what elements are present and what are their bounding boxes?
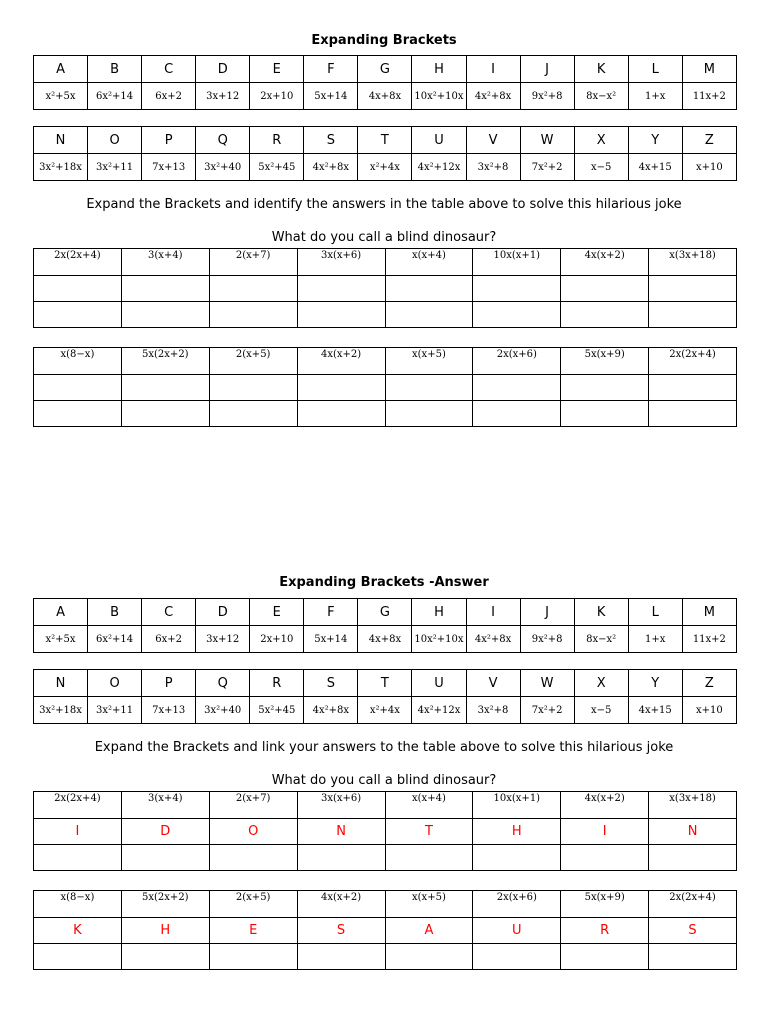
answer-input-cell[interactable]: [561, 375, 649, 401]
puzzle-expression-cell: x(x+5): [385, 891, 473, 918]
working-blank-cell[interactable]: [34, 401, 122, 427]
key-letter-cell: F: [304, 56, 358, 83]
answer-letter-key-table-1: [33, 598, 737, 653]
puzzle-table-2: [33, 347, 737, 427]
answer-input-cell[interactable]: [209, 375, 297, 401]
key-expression-cell: 4x²+8x: [466, 83, 520, 110]
key-letter-cell: X: [574, 670, 628, 697]
key-expression-cell: x²+4x: [358, 154, 412, 181]
key-expression-cell: 2x+10: [250, 83, 304, 110]
answer-letter-cell: N: [297, 819, 385, 845]
key-expression-cell: x−5: [574, 697, 628, 724]
key-expression-cell: 5x²+45: [250, 154, 304, 181]
answer-letter-cell: T: [385, 819, 473, 845]
key-expression-cell: 4x²+8x: [304, 697, 358, 724]
key-expression-cell: 6x+2: [142, 83, 196, 110]
key-expression-cell: 3x+12: [196, 83, 250, 110]
key-expression-cell: 7x+13: [142, 154, 196, 181]
key-expression-cell: 3x²+8: [466, 154, 520, 181]
key-expression-cell: 8x−x²: [574, 83, 628, 110]
puzzle-expression-cell: 10x(x+1): [473, 249, 561, 276]
working-blank-cell[interactable]: [561, 845, 649, 871]
key-expression-cell: 11x+2: [682, 626, 736, 653]
key-letter-cell: R: [250, 670, 304, 697]
answer-input-cell[interactable]: [649, 276, 737, 302]
key-letter-cell: U: [412, 670, 466, 697]
answer-question: What do you call a blind dinosaur?: [271, 773, 497, 788]
answer-letter-cell: S: [297, 918, 385, 944]
working-blank-cell[interactable]: [649, 401, 737, 427]
key-letter-cell: M: [682, 599, 736, 626]
working-blank-cell[interactable]: [121, 845, 209, 871]
key-letter-cell: O: [88, 127, 142, 154]
puzzle-table-1: [33, 248, 737, 328]
working-blank-cell[interactable]: [649, 944, 737, 970]
answer-input-cell[interactable]: [209, 276, 297, 302]
key-letter-cell: D: [196, 56, 250, 83]
working-blank-cell[interactable]: [561, 944, 649, 970]
key-letter-cell: I: [466, 599, 520, 626]
key-expression-cell: 4x+15: [628, 697, 682, 724]
key-letter-cell: S: [304, 127, 358, 154]
puzzle-expression-cell: 3x(x+6): [297, 792, 385, 819]
key-letter-cell: E: [250, 56, 304, 83]
working-blank-cell[interactable]: [209, 944, 297, 970]
worksheet-question: What do you call a blind dinosaur?: [271, 230, 497, 245]
key-expression-cell: 1+x: [628, 626, 682, 653]
puzzle-expression-cell: 2x(2x+4): [34, 249, 122, 276]
working-blank-cell[interactable]: [473, 401, 561, 427]
puzzle-expression-cell: 2(x+5): [209, 891, 297, 918]
key-letter-cell: F: [304, 599, 358, 626]
key-expression-cell: x²+5x: [34, 626, 88, 653]
key-letter-cell: Z: [682, 127, 736, 154]
answer-letter-cell: O: [209, 819, 297, 845]
puzzle-expression-cell: 4x(x+2): [561, 249, 649, 276]
puzzle-expression-cell: x(x+4): [385, 792, 473, 819]
key-letter-cell: B: [88, 599, 142, 626]
key-expression-cell: 4x+8x: [358, 626, 412, 653]
key-letter-cell: Q: [196, 670, 250, 697]
working-blank-cell[interactable]: [561, 302, 649, 328]
key-letter-cell: K: [574, 599, 628, 626]
key-expression-cell: 5x+14: [304, 626, 358, 653]
working-blank-cell[interactable]: [297, 401, 385, 427]
key-letter-cell: T: [358, 670, 412, 697]
key-expression-cell: 6x²+14: [88, 626, 142, 653]
key-letter-cell: Z: [682, 670, 736, 697]
key-expression-cell: 4x²+12x: [412, 697, 466, 724]
puzzle-expression-cell: 10x(x+1): [473, 792, 561, 819]
answer-puzzle-table-1: [33, 791, 737, 871]
answer-input-cell[interactable]: [297, 276, 385, 302]
working-blank-cell[interactable]: [209, 302, 297, 328]
key-letter-cell: Q: [196, 127, 250, 154]
worksheet-title: Expanding Brackets: [311, 33, 457, 48]
answer-input-cell[interactable]: [561, 276, 649, 302]
answer-letter-cell: E: [209, 918, 297, 944]
key-expression-cell: x−5: [574, 154, 628, 181]
key-expression-cell: 3x²+11: [88, 697, 142, 724]
key-expression-cell: 10x²+10x: [412, 626, 466, 653]
working-blank-cell[interactable]: [34, 944, 122, 970]
answer-letter-cell: I: [34, 819, 122, 845]
working-blank-cell[interactable]: [121, 944, 209, 970]
key-letter-cell: R: [250, 127, 304, 154]
answer-letter-cell: S: [649, 918, 737, 944]
puzzle-expression-cell: 2x(2x+4): [649, 348, 737, 375]
answer-letter-cell: H: [121, 918, 209, 944]
key-expression-cell: 3x²+40: [196, 154, 250, 181]
puzzle-expression-cell: 5x(2x+2): [121, 891, 209, 918]
working-blank-cell[interactable]: [649, 845, 737, 871]
key-expression-cell: 9x²+8: [520, 83, 574, 110]
key-letter-cell: G: [358, 56, 412, 83]
working-blank-cell[interactable]: [34, 302, 122, 328]
key-letter-cell: K: [574, 56, 628, 83]
puzzle-expression-cell: x(x+5): [385, 348, 473, 375]
puzzle-expression-cell: x(8−x): [34, 348, 122, 375]
key-letter-cell: E: [250, 599, 304, 626]
puzzle-expression-cell: 3x(x+6): [297, 249, 385, 276]
puzzle-expression-cell: 2x(2x+4): [649, 891, 737, 918]
working-blank-cell[interactable]: [385, 302, 473, 328]
key-letter-cell: V: [466, 670, 520, 697]
key-expression-cell: 3x+12: [196, 626, 250, 653]
answer-input-cell[interactable]: [121, 375, 209, 401]
key-letter-cell: A: [34, 56, 88, 83]
key-expression-cell: 8x−x²: [574, 626, 628, 653]
key-letter-cell: L: [628, 599, 682, 626]
key-letter-cell: U: [412, 127, 466, 154]
answer-letter-cell: U: [473, 918, 561, 944]
key-letter-cell: O: [88, 670, 142, 697]
answer-letter-cell: K: [34, 918, 122, 944]
puzzle-expression-cell: 2x(x+6): [473, 348, 561, 375]
working-blank-cell[interactable]: [473, 302, 561, 328]
working-blank-cell[interactable]: [34, 845, 122, 871]
answer-letter-cell: I: [561, 819, 649, 845]
key-expression-cell: x²+5x: [34, 83, 88, 110]
puzzle-expression-cell: x(3x+18): [649, 249, 737, 276]
answer-input-cell[interactable]: [34, 276, 122, 302]
working-blank-cell[interactable]: [385, 845, 473, 871]
key-expression-cell: 5x+14: [304, 83, 358, 110]
key-expression-cell: 3x²+18x: [34, 697, 88, 724]
answer-input-cell[interactable]: [34, 375, 122, 401]
key-letter-cell: A: [34, 599, 88, 626]
key-letter-cell: G: [358, 599, 412, 626]
answer-puzzle-table-2: [33, 890, 737, 970]
key-expression-cell: 7x+13: [142, 697, 196, 724]
key-expression-cell: 11x+2: [682, 83, 736, 110]
key-expression-cell: x+10: [682, 697, 736, 724]
puzzle-expression-cell: 3(x+4): [121, 249, 209, 276]
key-letter-cell: W: [520, 127, 574, 154]
key-letter-cell: Y: [628, 670, 682, 697]
answer-letter-cell: R: [561, 918, 649, 944]
key-expression-cell: 3x²+40: [196, 697, 250, 724]
puzzle-expression-cell: x(x+4): [385, 249, 473, 276]
working-blank-cell[interactable]: [121, 302, 209, 328]
key-expression-cell: 7x²+2: [520, 697, 574, 724]
key-expression-cell: 1+x: [628, 83, 682, 110]
puzzle-expression-cell: x(8−x): [34, 891, 122, 918]
answer-input-cell[interactable]: [473, 276, 561, 302]
key-letter-cell: L: [628, 56, 682, 83]
answer-letter-cell: H: [473, 819, 561, 845]
key-expression-cell: x+10: [682, 154, 736, 181]
puzzle-expression-cell: 4x(x+2): [297, 348, 385, 375]
key-letter-cell: P: [142, 127, 196, 154]
key-expression-cell: 4x²+8x: [466, 626, 520, 653]
answer-input-cell[interactable]: [297, 375, 385, 401]
puzzle-expression-cell: 2(x+7): [209, 249, 297, 276]
working-blank-cell[interactable]: [385, 401, 473, 427]
answer-letter-cell: N: [649, 819, 737, 845]
puzzle-expression-cell: 5x(x+9): [561, 348, 649, 375]
key-letter-cell: M: [682, 56, 736, 83]
key-letter-cell: I: [466, 56, 520, 83]
puzzle-expression-cell: 4x(x+2): [561, 792, 649, 819]
working-blank-cell[interactable]: [385, 944, 473, 970]
puzzle-expression-cell: 5x(x+9): [561, 891, 649, 918]
working-blank-cell[interactable]: [209, 845, 297, 871]
key-letter-cell: J: [520, 56, 574, 83]
letter-key-table-2: [33, 126, 737, 181]
puzzle-expression-cell: 5x(2x+2): [121, 348, 209, 375]
key-expression-cell: 10x²+10x: [412, 83, 466, 110]
key-expression-cell: 7x²+2: [520, 154, 574, 181]
key-letter-cell: P: [142, 670, 196, 697]
key-letter-cell: Y: [628, 127, 682, 154]
key-letter-cell: N: [34, 670, 88, 697]
key-letter-cell: H: [412, 599, 466, 626]
answer-input-cell[interactable]: [649, 375, 737, 401]
working-blank-cell[interactable]: [297, 302, 385, 328]
puzzle-expression-cell: 2x(x+6): [473, 891, 561, 918]
answer-letter-cell: D: [121, 819, 209, 845]
key-expression-cell: x²+4x: [358, 697, 412, 724]
puzzle-expression-cell: 2(x+7): [209, 792, 297, 819]
key-expression-cell: 6x²+14: [88, 83, 142, 110]
key-expression-cell: 3x²+18x: [34, 154, 88, 181]
key-letter-cell: T: [358, 127, 412, 154]
answer-input-cell[interactable]: [385, 375, 473, 401]
puzzle-expression-cell: 2(x+5): [209, 348, 297, 375]
key-expression-cell: 4x²+8x: [304, 154, 358, 181]
key-expression-cell: 2x+10: [250, 626, 304, 653]
working-blank-cell[interactable]: [473, 845, 561, 871]
answer-letter-key-table-2: [33, 669, 737, 724]
answer-input-cell[interactable]: [473, 375, 561, 401]
key-expression-cell: 4x+8x: [358, 83, 412, 110]
working-blank-cell[interactable]: [297, 944, 385, 970]
letter-key-table-1: [33, 55, 737, 110]
working-blank-cell[interactable]: [473, 944, 561, 970]
key-letter-cell: W: [520, 670, 574, 697]
working-blank-cell[interactable]: [297, 845, 385, 871]
puzzle-expression-cell: 4x(x+2): [297, 891, 385, 918]
answer-input-cell[interactable]: [385, 276, 473, 302]
key-expression-cell: 4x+15: [628, 154, 682, 181]
key-letter-cell: N: [34, 127, 88, 154]
key-letter-cell: V: [466, 127, 520, 154]
key-expression-cell: 5x²+45: [250, 697, 304, 724]
key-letter-cell: B: [88, 56, 142, 83]
answer-letter-cell: A: [385, 918, 473, 944]
key-letter-cell: D: [196, 599, 250, 626]
key-expression-cell: 6x+2: [142, 626, 196, 653]
key-letter-cell: X: [574, 127, 628, 154]
puzzle-expression-cell: 2x(2x+4): [34, 792, 122, 819]
key-expression-cell: 4x²+12x: [412, 154, 466, 181]
key-expression-cell: 9x²+8: [520, 626, 574, 653]
answer-sheet-title: Expanding Brackets -Answer: [279, 575, 489, 590]
working-blank-cell[interactable]: [209, 401, 297, 427]
answer-input-cell[interactable]: [121, 276, 209, 302]
key-letter-cell: C: [142, 599, 196, 626]
puzzle-expression-cell: 3(x+4): [121, 792, 209, 819]
working-blank-cell[interactable]: [649, 302, 737, 328]
key-expression-cell: 3x²+8: [466, 697, 520, 724]
worksheet-instruction: Expand the Brackets and identify the answers in the table above to solve this hilarious joke: [86, 197, 682, 212]
working-blank-cell[interactable]: [121, 401, 209, 427]
answer-instruction: Expand the Brackets and link your answers to the table above to solve this hilarious joke: [94, 740, 674, 755]
puzzle-expression-cell: x(3x+18): [649, 792, 737, 819]
key-letter-cell: J: [520, 599, 574, 626]
key-letter-cell: S: [304, 670, 358, 697]
key-expression-cell: 3x²+11: [88, 154, 142, 181]
working-blank-cell[interactable]: [561, 401, 649, 427]
key-letter-cell: H: [412, 56, 466, 83]
key-letter-cell: C: [142, 56, 196, 83]
